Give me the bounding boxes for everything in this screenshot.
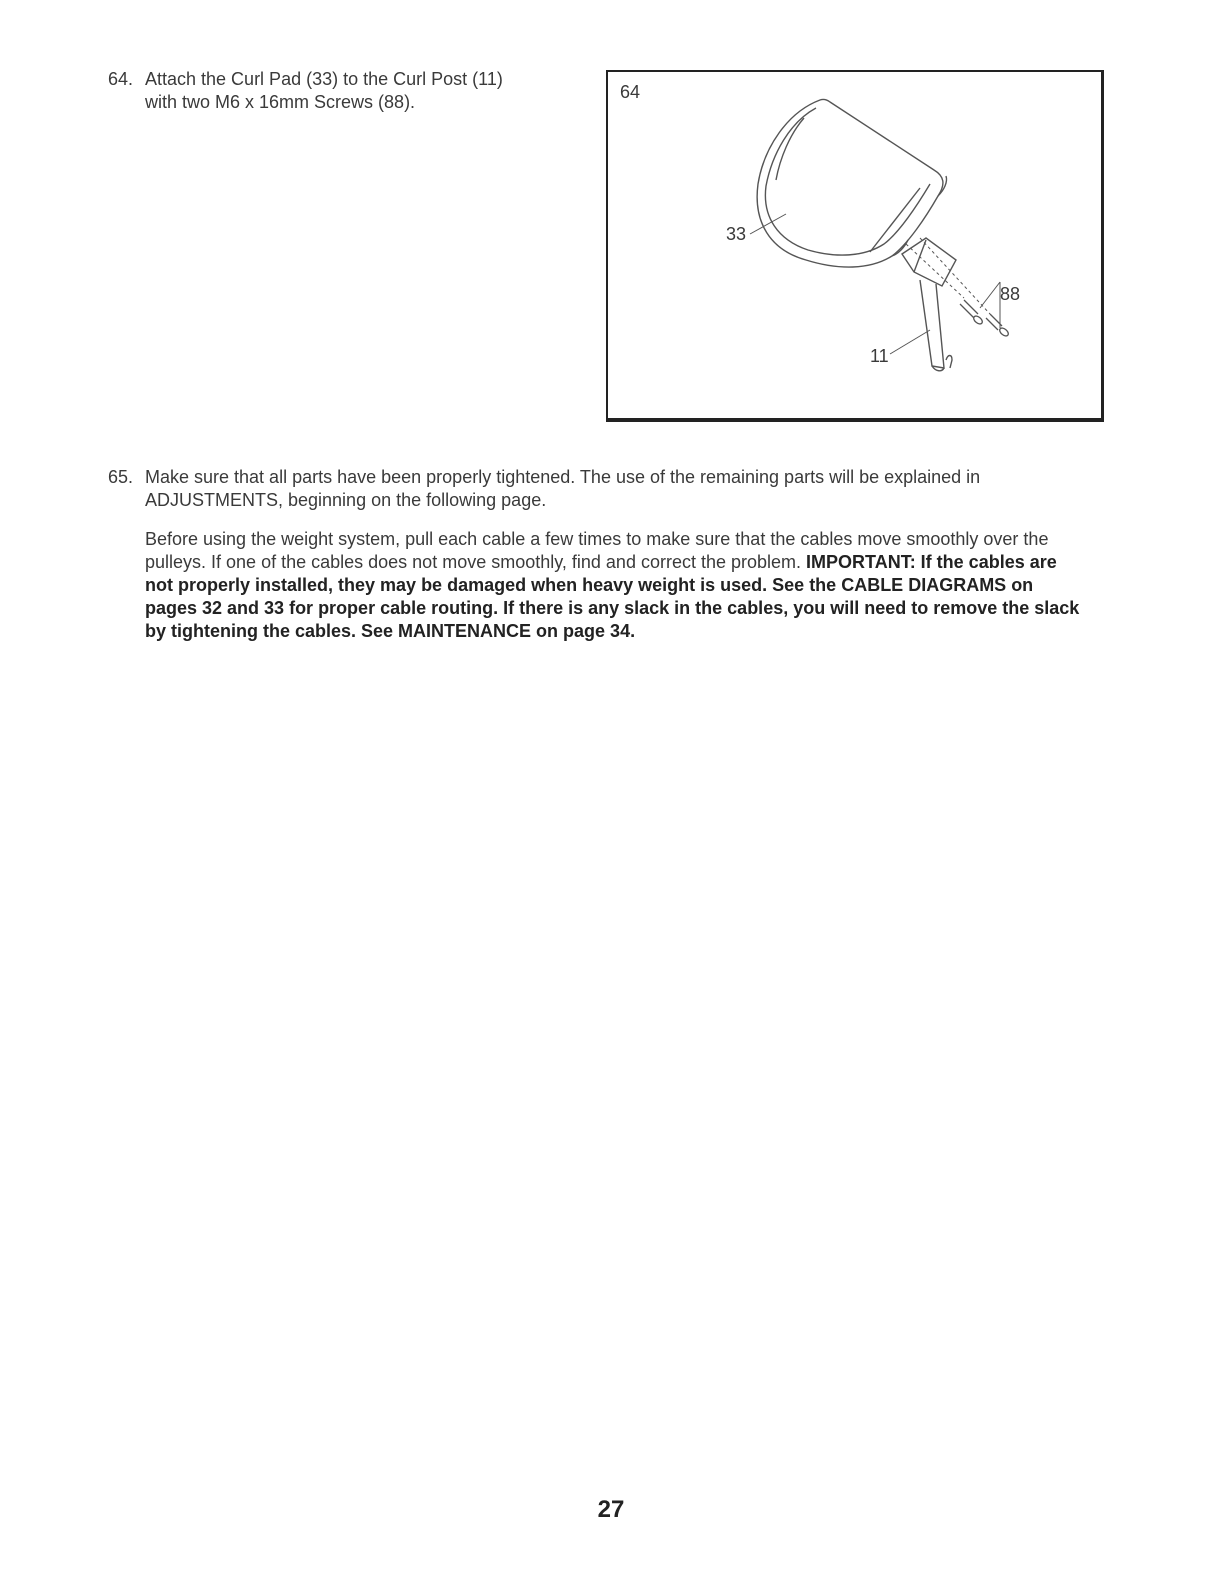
step-64-number: 64. bbox=[108, 69, 134, 89]
step-64-instruction bbox=[145, 68, 588, 114]
callout-11: 11 bbox=[870, 346, 889, 366]
screws-drawing bbox=[960, 300, 1010, 338]
step-65-paragraph-1: Make sure that all parts have been properly tightened. The use of the remaining parts will be explained in ADJUSTMENTS, beginning on the following page. bbox=[145, 467, 981, 510]
step-64 bbox=[108, 68, 588, 114]
curl-post-drawing bbox=[902, 238, 956, 371]
step-65-number: 65. bbox=[108, 467, 134, 487]
step-64-line-2: with two M6 x 16mm Screws (88). bbox=[145, 92, 416, 112]
callout-88: 88 bbox=[1000, 284, 1021, 304]
figure-label: 64 bbox=[620, 82, 641, 102]
curl-pad-assembly-illustration bbox=[608, 72, 1106, 424]
step-64-line-1: Attach the Curl Pad (33) to the Curl Post (11) bbox=[145, 69, 503, 89]
callout-33: 33 bbox=[726, 224, 747, 244]
page-number: 27 bbox=[597, 1496, 625, 1523]
step-65-paragraph-2-text: Before using the weight system, pull each cable a few times to make sure that the cables move smoothly over the pulleys. If one of the cables does not move smoothly, find and correct the problem. bbox=[145, 529, 1049, 572]
important-warning: IMPORTANT: If the cables are not properly installed, they may be damaged when heavy weight is used. See the CABLE DIAGRAMS on pages 32 and 33 for proper cable routing. If there is any slack in the cables, you will need to remove the slack by tightening the cables. See MAINTENANCE on page 34. bbox=[145, 552, 1080, 641]
step-65 bbox=[108, 466, 1088, 643]
figure-64 bbox=[606, 70, 1104, 422]
curl-pad-drawing bbox=[757, 99, 946, 267]
step-65-paragraph-2 bbox=[145, 528, 1088, 643]
